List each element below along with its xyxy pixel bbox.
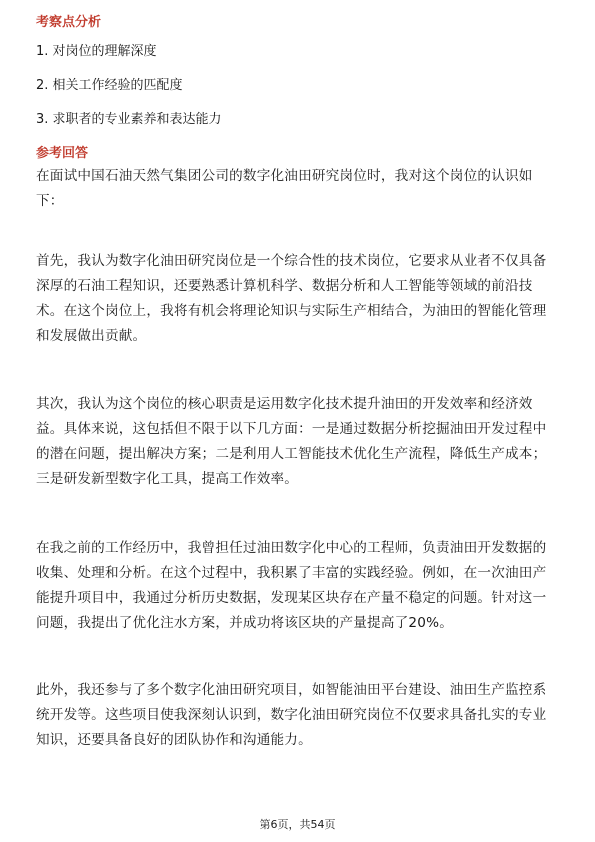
- answer-paragraph-5: 此外，我还参与了多个数字化油田研究项目，如智能油田平台建设、油田生产监控系统开发等。这些项目使我深刻认识到，数字化油田研究岗位不仅要求具备扎实的专业知识，还要具备良好的团队协作和沟通能力。: [36, 682, 547, 748]
- answer-paragraph-3: 其次，我认为这个岗位的核心职责是运用数字化技术提升油田的开发效率和经济效益。具体来说，这包括但不限于以下几方面：一是通过数据分析挖掘油田开发过程中的潜在问题，提出解决方案；二是利用人工智能技术优化生产流程，降低生产成本；三是研发新型数字化工具，提高工作效率。: [36, 396, 547, 487]
- answer-heading: 参考回答: [36, 146, 89, 161]
- answer-paragraph-4: 在我之前的工作经历中，我曾担任过油田数字化中心的工程师，负责油田开发数据的收集、处理和分析。在这个过程中，我积累了丰富的实践经验。例如，在一次油田产能提升项目中，我通过分析历史数据，发现某区块存在产量不稳定的问题。针对这一问题，我提出了优化注水方案，并成功将该区块的产量提高了20%。: [36, 540, 547, 631]
- analysis-heading: 考察点分析: [36, 15, 102, 30]
- analysis-item-2: 2. 相关工作经验的匹配度: [36, 78, 183, 93]
- answer-paragraph-1: 在面试中国石油天然气集团公司的数字化油田研究岗位时，我对这个岗位的认识如下：: [36, 168, 533, 209]
- analysis-item-3: 3. 求职者的专业素养和表达能力: [36, 112, 222, 127]
- analysis-item-1: 1. 对岗位的理解深度: [36, 44, 157, 59]
- page-number: 第6页，共54页: [259, 818, 336, 831]
- answer-paragraph-2: 首先，我认为数字化油田研究岗位是一个综合性的技术岗位，它要求从业者不仅具备深厚的石油工程知识，还要熟悉计算机科学、数据分析和人工智能等领域的前沿技术。在这个岗位上，我将有机会将理论知识与实际生产相结合，为油田的智能化管理和发展做出贡献。: [36, 253, 547, 344]
